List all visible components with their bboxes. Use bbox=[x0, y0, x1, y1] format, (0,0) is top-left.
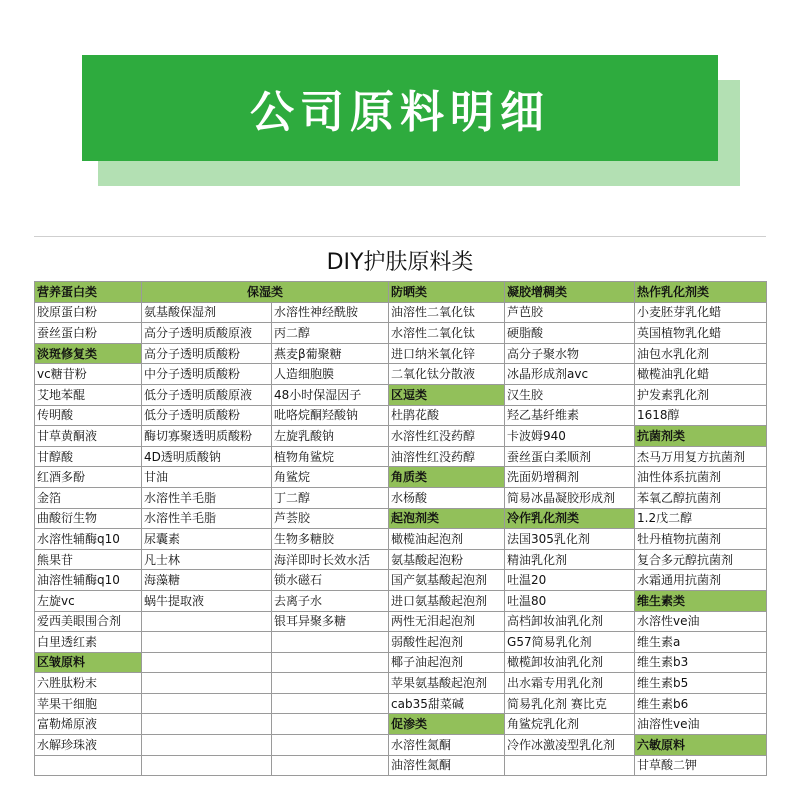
table-cell: 油溶性氮酮 bbox=[389, 755, 505, 776]
table-row bbox=[35, 323, 767, 344]
table-cell: 苯氧乙醇抗菌剂 bbox=[635, 487, 767, 508]
table-cell: 水溶性神经酰胺 bbox=[272, 302, 389, 323]
category-header-cell: 保湿类 bbox=[142, 282, 389, 303]
table-cell: 酶切寡聚透明质酸粉 bbox=[142, 426, 272, 447]
table-cell: 水溶性羊毛脂 bbox=[142, 508, 272, 529]
table-cell bbox=[272, 693, 389, 714]
table-cell: 高档卸妆油乳化剂 bbox=[505, 611, 635, 632]
table-cell: 甘油 bbox=[142, 467, 272, 488]
category-header-cell: 冷作乳化剂类 bbox=[505, 508, 635, 529]
table-row bbox=[35, 467, 767, 488]
table-cell: 苹果干细胞 bbox=[35, 693, 142, 714]
table-cell: 氨基酸起泡粉 bbox=[389, 549, 505, 570]
table-cell: 中分子透明质酸粉 bbox=[142, 364, 272, 385]
table-cell: 水溶性ve油 bbox=[635, 611, 767, 632]
table-row bbox=[35, 302, 767, 323]
table-cell: 出水霜专用乳化剂 bbox=[505, 673, 635, 694]
table-row bbox=[35, 611, 767, 632]
table-cell: 油溶性红没药醇 bbox=[389, 446, 505, 467]
table-cell: 冰晶形成剂avc bbox=[505, 364, 635, 385]
table-row bbox=[35, 364, 767, 385]
table-row bbox=[35, 735, 767, 756]
table-cell: 二氧化钛分散液 bbox=[389, 364, 505, 385]
table-cell: 椰子油起泡剂 bbox=[389, 652, 505, 673]
table-cell: 高分子透明质酸粉 bbox=[142, 343, 272, 364]
table-cell: 丁二醇 bbox=[272, 487, 389, 508]
table-cell: 护发素乳化剂 bbox=[635, 384, 767, 405]
ingredient-table bbox=[34, 281, 767, 776]
category-header-cell: 凝胶增稠类 bbox=[505, 282, 635, 303]
table-cell: 1618醇 bbox=[635, 405, 767, 426]
table-cell: 油包水乳化剂 bbox=[635, 343, 767, 364]
table-cell: 水杨酸 bbox=[389, 487, 505, 508]
table-cell: 红酒多酚 bbox=[35, 467, 142, 488]
table-cell: 维生素b6 bbox=[635, 693, 767, 714]
table-cell bbox=[142, 714, 272, 735]
sheet-title: DIY护肤原料类 bbox=[34, 236, 766, 283]
table-cell: 蚕丝蛋白粉 bbox=[35, 323, 142, 344]
table-row bbox=[35, 652, 767, 673]
table-cell: 小麦胚芽乳化蜡 bbox=[635, 302, 767, 323]
table-cell bbox=[505, 755, 635, 776]
table-cell: 高分子透明质酸原液 bbox=[142, 323, 272, 344]
table-cell: 白里透红素 bbox=[35, 632, 142, 653]
table-cell: vc糖苷粉 bbox=[35, 364, 142, 385]
table-cell: 1.2戊二醇 bbox=[635, 508, 767, 529]
table-row bbox=[35, 508, 767, 529]
table-cell: 艾地苯醌 bbox=[35, 384, 142, 405]
table-cell: 传明酸 bbox=[35, 405, 142, 426]
table-cell: 甘草黄酮液 bbox=[35, 426, 142, 447]
table-cell: 牡丹植物抗菌剂 bbox=[635, 529, 767, 550]
table-cell: 吡咯烷酮羟酸钠 bbox=[272, 405, 389, 426]
table-cell bbox=[272, 632, 389, 653]
category-header-cell: 抗菌剂类 bbox=[635, 426, 767, 447]
table-cell: 蜗牛提取液 bbox=[142, 590, 272, 611]
table-cell: 高分子聚水物 bbox=[505, 343, 635, 364]
table-cell: 芦荟胶 bbox=[272, 508, 389, 529]
table-cell: 英国植物乳化蜡 bbox=[635, 323, 767, 344]
table-cell: 海藻糖 bbox=[142, 570, 272, 591]
ingredient-table-body bbox=[35, 282, 767, 776]
table-row bbox=[35, 673, 767, 694]
table-cell: 角鲨烷乳化剂 bbox=[505, 714, 635, 735]
banner-title: 公司原料明细 bbox=[250, 87, 550, 138]
table-cell: cab35甜菜碱 bbox=[389, 693, 505, 714]
table-cell: 水溶性二氧化钛 bbox=[389, 323, 505, 344]
table-row bbox=[35, 549, 767, 570]
table-cell: 富勒烯原液 bbox=[35, 714, 142, 735]
banner bbox=[0, 0, 800, 220]
table-cell: 橄榄油乳化蜡 bbox=[635, 364, 767, 385]
table-cell: 法国305乳化剂 bbox=[505, 529, 635, 550]
category-header-cell: 防晒类 bbox=[389, 282, 505, 303]
table-cell: 水溶性羊毛脂 bbox=[142, 487, 272, 508]
table-cell: 油溶性ve油 bbox=[635, 714, 767, 735]
table-row bbox=[35, 590, 767, 611]
table-cell: 低分子透明质酸原液 bbox=[142, 384, 272, 405]
table-cell: 银耳异聚多糖 bbox=[272, 611, 389, 632]
category-header-cell: 促渗类 bbox=[389, 714, 505, 735]
table-cell bbox=[142, 632, 272, 653]
table-cell: 羟乙基纤维素 bbox=[505, 405, 635, 426]
table-cell bbox=[142, 652, 272, 673]
table-cell: 人造细胞膜 bbox=[272, 364, 389, 385]
table-cell: 维生素b3 bbox=[635, 652, 767, 673]
category-header-cell: 角质类 bbox=[389, 467, 505, 488]
table-cell: 氨基酸保湿剂 bbox=[142, 302, 272, 323]
category-header-cell: 维生素类 bbox=[635, 590, 767, 611]
table-row bbox=[35, 405, 767, 426]
table-cell: 去离子水 bbox=[272, 590, 389, 611]
table-row bbox=[35, 529, 767, 550]
table-cell: 芦芭胶 bbox=[505, 302, 635, 323]
table-row bbox=[35, 426, 767, 447]
table-cell bbox=[142, 611, 272, 632]
table-cell bbox=[142, 735, 272, 756]
table-cell bbox=[142, 755, 272, 776]
table-cell: 胶原蛋白粉 bbox=[35, 302, 142, 323]
category-header-cell: 起泡剂类 bbox=[389, 508, 505, 529]
table-cell: 橄榄卸妆油乳化剂 bbox=[505, 652, 635, 673]
table-row bbox=[35, 570, 767, 591]
table-cell: 吐温80 bbox=[505, 590, 635, 611]
table-row bbox=[35, 343, 767, 364]
table-cell bbox=[142, 673, 272, 694]
table-cell: 杰马万用复方抗菌剂 bbox=[635, 446, 767, 467]
table-cell: 冷作冰激凌型乳化剂 bbox=[505, 735, 635, 756]
table-cell: 汉生胶 bbox=[505, 384, 635, 405]
table-row bbox=[35, 693, 767, 714]
table-cell: 弱酸性起泡剂 bbox=[389, 632, 505, 653]
category-header-cell: 淡斑修复类 bbox=[35, 343, 142, 364]
table-cell: 维生素b5 bbox=[635, 673, 767, 694]
table-row bbox=[35, 755, 767, 776]
table-cell: 丙二醇 bbox=[272, 323, 389, 344]
table-cell: 油性体系抗菌剂 bbox=[635, 467, 767, 488]
table-cell bbox=[35, 755, 142, 776]
table-cell: 左旋乳酸钠 bbox=[272, 426, 389, 447]
table-cell: 甘草酸二钾 bbox=[635, 755, 767, 776]
table-cell: 甘醇酸 bbox=[35, 446, 142, 467]
table-cell: 生物多糖胶 bbox=[272, 529, 389, 550]
table-cell: 进口氨基酸起泡剂 bbox=[389, 590, 505, 611]
table-cell: 燕麦β葡聚糖 bbox=[272, 343, 389, 364]
table-row bbox=[35, 384, 767, 405]
table-cell: 低分子透明质酸粉 bbox=[142, 405, 272, 426]
table-cell: 六胜肽粉末 bbox=[35, 673, 142, 694]
table-cell: 尿囊素 bbox=[142, 529, 272, 550]
table-cell: 水溶性氮酮 bbox=[389, 735, 505, 756]
table-cell: 国产氨基酸起泡剂 bbox=[389, 570, 505, 591]
table-cell bbox=[272, 652, 389, 673]
table-cell bbox=[272, 714, 389, 735]
table-cell bbox=[272, 755, 389, 776]
table-cell: 苹果氨基酸起泡剂 bbox=[389, 673, 505, 694]
category-header-cell: 营养蛋白类 bbox=[35, 282, 142, 303]
table-cell: 植物角鲨烷 bbox=[272, 446, 389, 467]
table-cell: 卡波姆940 bbox=[505, 426, 635, 447]
category-header-cell: 热作乳化剂类 bbox=[635, 282, 767, 303]
table-cell bbox=[142, 693, 272, 714]
table-cell: 洗面奶增稠剂 bbox=[505, 467, 635, 488]
table-cell: 水霜通用抗菌剂 bbox=[635, 570, 767, 591]
table-cell: 简易冰晶凝胶形成剂 bbox=[505, 487, 635, 508]
table-cell: 橄榄油起泡剂 bbox=[389, 529, 505, 550]
table-row bbox=[35, 632, 767, 653]
table-cell: 油溶性辅酶q10 bbox=[35, 570, 142, 591]
table-cell: 爱西美眼围合剂 bbox=[35, 611, 142, 632]
table-cell: 杜鹃花酸 bbox=[389, 405, 505, 426]
table-row bbox=[35, 714, 767, 735]
table-cell: 油溶性二氧化钛 bbox=[389, 302, 505, 323]
table-cell: 水解珍珠液 bbox=[35, 735, 142, 756]
table-cell: 水溶性红没药醇 bbox=[389, 426, 505, 447]
table-cell: 维生素a bbox=[635, 632, 767, 653]
table-cell: 48小时保湿因子 bbox=[272, 384, 389, 405]
table-row bbox=[35, 446, 767, 467]
table-cell bbox=[272, 673, 389, 694]
table-cell: G57简易乳化剂 bbox=[505, 632, 635, 653]
table-cell: 金箔 bbox=[35, 487, 142, 508]
table-cell: 复合多元醇抗菌剂 bbox=[635, 549, 767, 570]
category-header-cell: 区逗类 bbox=[389, 384, 505, 405]
table-cell: 熊果苷 bbox=[35, 549, 142, 570]
table-cell: 锁水磁石 bbox=[272, 570, 389, 591]
category-header-cell: 六敏原料 bbox=[635, 735, 767, 756]
table-cell: 凡士林 bbox=[142, 549, 272, 570]
table-cell: 简易乳化剂 赛比克 bbox=[505, 693, 635, 714]
banner-box bbox=[82, 55, 718, 161]
table-row bbox=[35, 487, 767, 508]
table-cell: 两性无泪起泡剂 bbox=[389, 611, 505, 632]
table-cell: 角鲨烷 bbox=[272, 467, 389, 488]
table-cell: 水溶性辅酶q10 bbox=[35, 529, 142, 550]
table-row bbox=[35, 282, 767, 303]
table-cell: 左旋vc bbox=[35, 590, 142, 611]
table-cell: 吐温20 bbox=[505, 570, 635, 591]
category-header-cell: 区皱原料 bbox=[35, 652, 142, 673]
table-cell: 硬脂酸 bbox=[505, 323, 635, 344]
table-cell: 进口纳米氧化锌 bbox=[389, 343, 505, 364]
table-cell: 4D透明质酸钠 bbox=[142, 446, 272, 467]
table-cell: 蚕丝蛋白柔顺剂 bbox=[505, 446, 635, 467]
table-cell: 海洋即时长效水活 bbox=[272, 549, 389, 570]
table-cell bbox=[272, 735, 389, 756]
table-cell: 曲酸衍生物 bbox=[35, 508, 142, 529]
table-cell: 精油乳化剂 bbox=[505, 549, 635, 570]
